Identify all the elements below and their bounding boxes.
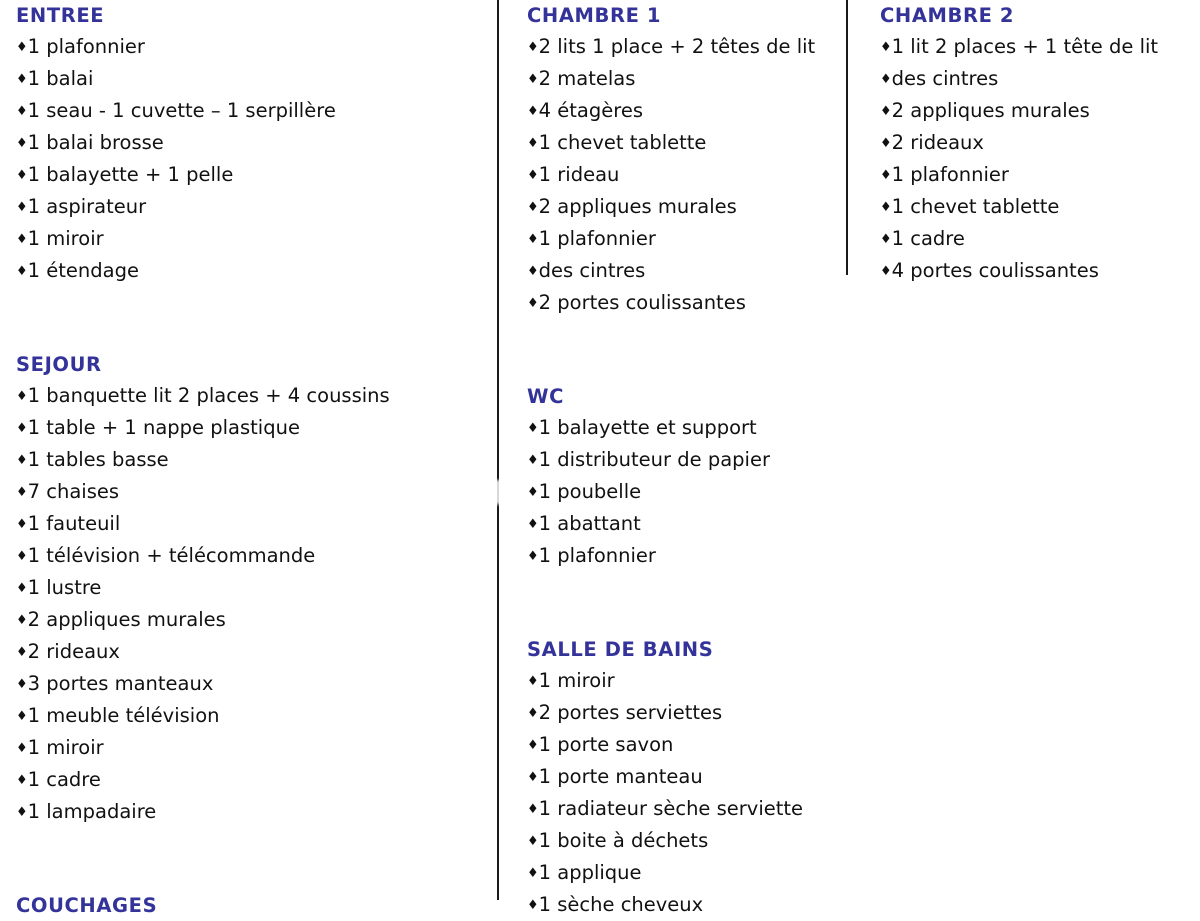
diamond-bullet-icon: ♦ — [527, 104, 539, 119]
inventory-item-label: 1 plafonnier — [891, 163, 1009, 186]
item-list-wc — [527, 412, 837, 572]
diamond-bullet-icon: ♦ — [527, 136, 539, 151]
diamond-bullet-icon: ♦ — [16, 72, 28, 87]
inventory-item — [16, 796, 486, 828]
diamond-bullet-icon: ♦ — [527, 517, 539, 532]
column-left — [16, 0, 486, 921]
inventory-item — [16, 63, 486, 95]
section-couchages — [16, 890, 486, 921]
inventory-item — [16, 412, 486, 444]
inventory-item-label: 2 rideaux — [27, 640, 120, 663]
inventory-item-label: 2 appliques murales — [891, 99, 1090, 122]
diamond-bullet-icon: ♦ — [16, 645, 28, 660]
section-sejour — [16, 349, 486, 828]
diamond-bullet-icon: ♦ — [880, 168, 892, 183]
inventory-item — [16, 31, 486, 63]
inventory-item-label: 1 rideau — [538, 163, 620, 186]
section-entree — [16, 0, 486, 287]
inventory-item-label: 1 applique — [538, 861, 642, 884]
diamond-bullet-icon: ♦ — [527, 72, 539, 87]
inventory-item-label: 1 banquette lit 2 places + 4 coussins — [27, 384, 390, 407]
inventory-item — [16, 380, 486, 412]
inventory-item-label: 1 cadre — [27, 768, 101, 791]
inventory-item-label: 1 poubelle — [538, 480, 642, 503]
inventory-item-label: des cintres — [891, 67, 999, 90]
inventory-item — [527, 191, 837, 223]
diamond-bullet-icon: ♦ — [16, 168, 28, 183]
item-list-chambre-1 — [527, 31, 837, 319]
inventory-item — [16, 668, 486, 700]
inventory-item-label: 2 lits 1 place + 2 têtes de lit — [538, 35, 816, 58]
inventory-item — [527, 127, 837, 159]
inventory-item-label: 1 plafonnier — [27, 35, 145, 58]
inventory-item-label: 1 sèche cheveux — [538, 893, 704, 916]
inventory-item-label: 1 cadre — [891, 227, 965, 250]
diamond-bullet-icon: ♦ — [527, 770, 539, 785]
section-title-chambre-1: CHAMBRE 1 — [527, 4, 662, 27]
section-title-wc: WC — [527, 385, 565, 408]
column-divider-left — [497, 0, 499, 900]
inventory-item — [527, 665, 837, 697]
diamond-bullet-icon: ♦ — [16, 741, 28, 756]
diamond-bullet-icon: ♦ — [880, 104, 892, 119]
diamond-bullet-icon: ♦ — [880, 72, 892, 87]
inventory-item-label: 1 chevet tablette — [538, 131, 707, 154]
item-list-entree — [16, 31, 486, 287]
inventory-item — [527, 255, 837, 287]
diamond-bullet-icon: ♦ — [527, 264, 539, 279]
section-chambre-1 — [527, 0, 837, 319]
inventory-item — [527, 729, 837, 761]
inventory-item-label: 2 appliques murales — [27, 608, 226, 631]
diamond-bullet-icon: ♦ — [527, 802, 539, 817]
inventory-item — [880, 223, 1190, 255]
inventory-item — [527, 857, 837, 889]
diamond-bullet-icon: ♦ — [527, 549, 539, 564]
inventory-item-label: 1 fauteuil — [27, 512, 121, 535]
diamond-bullet-icon: ♦ — [880, 264, 892, 279]
diamond-bullet-icon: ♦ — [527, 168, 539, 183]
section-wc — [527, 381, 837, 572]
inventory-item-label: 1 balayette + 1 pelle — [27, 163, 234, 186]
inventory-item-label: 1 aspirateur — [27, 195, 147, 218]
inventory-item — [880, 255, 1190, 287]
inventory-item — [527, 63, 837, 95]
inventory-item — [527, 508, 837, 540]
inventory-item-label: 2 portes coulissantes — [538, 291, 746, 314]
diamond-bullet-icon: ♦ — [527, 485, 539, 500]
inventory-item-label: 1 radiateur sèche serviette — [538, 797, 804, 820]
inventory-item-label: 1 chevet tablette — [891, 195, 1060, 218]
diamond-bullet-icon: ♦ — [880, 232, 892, 247]
diamond-bullet-icon: ♦ — [16, 453, 28, 468]
diamond-bullet-icon: ♦ — [16, 549, 28, 564]
section-title-chambre-2: CHAMBRE 2 — [880, 4, 1015, 27]
diamond-bullet-icon: ♦ — [16, 200, 28, 215]
inventory-item — [527, 412, 837, 444]
inventory-item-label: 1 lit 2 places + 1 tête de lit — [891, 35, 1159, 58]
inventory-item — [16, 572, 486, 604]
diamond-bullet-icon: ♦ — [527, 200, 539, 215]
inventory-item — [16, 700, 486, 732]
spacer — [527, 319, 837, 381]
inventory-item — [16, 191, 486, 223]
inventory-item — [527, 540, 837, 572]
diamond-bullet-icon: ♦ — [16, 136, 28, 151]
inventory-item — [527, 287, 837, 319]
inventory-item-label: 1 miroir — [27, 227, 104, 250]
inventory-item — [880, 159, 1190, 191]
diamond-bullet-icon: ♦ — [880, 136, 892, 151]
inventory-item-label: 1 abattant — [538, 512, 641, 535]
diamond-bullet-icon: ♦ — [527, 834, 539, 849]
diamond-bullet-icon: ♦ — [527, 674, 539, 689]
inventory-item — [16, 223, 486, 255]
inventory-item — [527, 31, 837, 63]
section-title-entree: ENTREE — [16, 4, 105, 27]
inventory-item — [16, 540, 486, 572]
section-title-sejour: SEJOUR — [16, 353, 102, 376]
section-chambre-2 — [880, 0, 1190, 287]
diamond-bullet-icon: ♦ — [527, 738, 539, 753]
spacer — [16, 287, 486, 349]
inventory-item-label: 1 meuble télévision — [27, 704, 220, 727]
inventory-item — [527, 476, 837, 508]
diamond-bullet-icon: ♦ — [527, 421, 539, 436]
spacer — [527, 572, 837, 634]
diamond-bullet-icon: ♦ — [16, 104, 28, 119]
column-right — [880, 0, 1190, 287]
section-title-couchages: COUCHAGES — [16, 894, 158, 917]
inventory-item-label: 1 étendage — [27, 259, 139, 282]
inventory-item — [527, 444, 837, 476]
inventory-item — [527, 223, 837, 255]
inventory-item-label: 1 miroir — [538, 669, 615, 692]
inventory-item-label: 1 balai — [27, 67, 94, 90]
inventory-item — [527, 159, 837, 191]
inventory-item-label: 2 rideaux — [891, 131, 984, 154]
inventory-item — [880, 95, 1190, 127]
inventory-item-label: 4 portes coulissantes — [891, 259, 1099, 282]
inventory-item-label: 1 seau - 1 cuvette – 1 serpillère — [27, 99, 336, 122]
diamond-bullet-icon: ♦ — [16, 389, 28, 404]
inventory-item — [880, 63, 1190, 95]
inventory-item — [16, 159, 486, 191]
diamond-bullet-icon: ♦ — [880, 40, 892, 55]
inventory-item — [16, 95, 486, 127]
diamond-bullet-icon: ♦ — [16, 773, 28, 788]
inventory-item-label: des cintres — [538, 259, 646, 282]
diamond-bullet-icon: ♦ — [16, 232, 28, 247]
inventory-item-label: 1 distributeur de papier — [538, 448, 770, 471]
inventory-item — [527, 697, 837, 729]
inventory-item-label: 1 balai brosse — [27, 131, 164, 154]
inventory-item — [16, 127, 486, 159]
diamond-bullet-icon: ♦ — [16, 264, 28, 279]
diamond-bullet-icon: ♦ — [16, 613, 28, 628]
diamond-bullet-icon: ♦ — [16, 517, 28, 532]
item-list-chambre-2 — [880, 31, 1190, 287]
inventory-item — [16, 508, 486, 540]
inventory-item — [16, 764, 486, 796]
item-list-salle-de-bains — [527, 665, 837, 921]
inventory-item — [527, 825, 837, 857]
inventory-item-label: 1 table + 1 nappe plastique — [27, 416, 300, 439]
item-list-sejour — [16, 380, 486, 828]
inventory-item — [16, 636, 486, 668]
diamond-bullet-icon: ♦ — [527, 232, 539, 247]
diamond-bullet-icon: ♦ — [16, 421, 28, 436]
diamond-bullet-icon: ♦ — [527, 296, 539, 311]
diamond-bullet-icon: ♦ — [16, 709, 28, 724]
inventory-item-label: 1 balayette et support — [538, 416, 757, 439]
diamond-bullet-icon: ♦ — [880, 200, 892, 215]
inventory-item-label: 1 télévision + télécommande — [27, 544, 316, 567]
inventory-item — [16, 255, 486, 287]
diamond-bullet-icon: ♦ — [16, 581, 28, 596]
section-title-salle-de-bains: SALLE DE BAINS — [527, 638, 714, 661]
inventory-item — [16, 604, 486, 636]
inventory-item-label: 1 miroir — [27, 736, 104, 759]
diamond-bullet-icon: ♦ — [527, 898, 539, 913]
inventory-item — [527, 793, 837, 825]
inventory-item-label: 1 porte manteau — [538, 765, 703, 788]
inventory-item — [16, 444, 486, 476]
diamond-bullet-icon: ♦ — [16, 677, 28, 692]
spacer — [16, 828, 486, 890]
inventory-item-label: 1 plafonnier — [538, 544, 656, 567]
diamond-bullet-icon: ♦ — [16, 805, 28, 820]
column-middle — [527, 0, 837, 921]
diamond-bullet-icon: ♦ — [527, 453, 539, 468]
diamond-bullet-icon: ♦ — [527, 706, 539, 721]
diamond-bullet-icon: ♦ — [527, 40, 539, 55]
diamond-bullet-icon: ♦ — [16, 40, 28, 55]
column-divider-right — [846, 0, 848, 275]
inventory-item-label: 7 chaises — [27, 480, 120, 503]
inventory-item-label: 1 lampadaire — [27, 800, 157, 823]
diamond-bullet-icon: ♦ — [16, 485, 28, 500]
inventory-item — [880, 127, 1190, 159]
inventory-item — [16, 476, 486, 508]
inventory-item-label: 1 plafonnier — [538, 227, 656, 250]
inventory-item-label: 2 portes serviettes — [538, 701, 723, 724]
inventory-item — [527, 889, 837, 921]
inventory-item-label: 1 tables basse — [27, 448, 169, 471]
inventory-item — [527, 95, 837, 127]
diamond-bullet-icon: ♦ — [527, 866, 539, 881]
inventory-item-label: 1 porte savon — [538, 733, 674, 756]
section-salle-de-bains — [527, 634, 837, 921]
inventory-item — [16, 732, 486, 764]
inventory-item-label: 2 matelas — [538, 67, 636, 90]
inventory-item — [880, 31, 1190, 63]
inventory-item-label: 1 boite à déchets — [538, 829, 709, 852]
inventory-item-label: 3 portes manteaux — [27, 672, 214, 695]
inventory-item-label: 4 étagères — [538, 99, 643, 122]
inventory-item-label: 2 appliques murales — [538, 195, 737, 218]
inventory-item — [527, 761, 837, 793]
inventory-item — [880, 191, 1190, 223]
inventory-item-label: 1 lustre — [27, 576, 102, 599]
